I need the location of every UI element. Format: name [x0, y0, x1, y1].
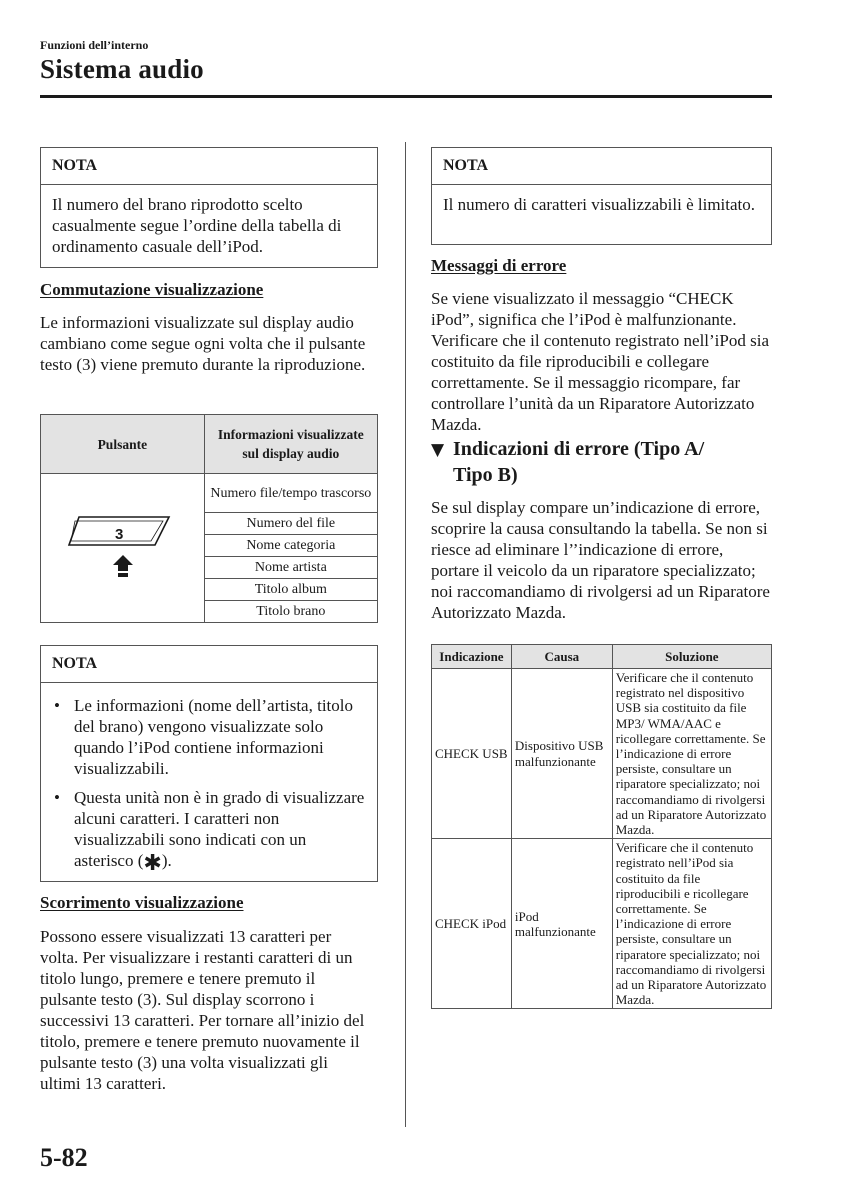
- error-table: [431, 644, 772, 1009]
- info-row-artist: Nome artista: [204, 557, 377, 579]
- column-divider: [405, 142, 406, 1127]
- note-bullet: • Le informazioni (nome dell’artista, titolo del brano) vengono visualizzate solo quando l’iPod contiene informazioni visualizzabili.: [52, 695, 366, 779]
- note-body: [41, 683, 377, 891]
- table-header-row: [432, 645, 772, 669]
- display-switch-text: Le informazioni visualizzate sul display audio cambiano come segue ogni volta che il pulsante testo (3) viene premuto durante la riproduzione.: [40, 313, 366, 374]
- col-header-info: Informazioni visualizzate sul display audio: [204, 415, 377, 474]
- table-row: [432, 839, 772, 1009]
- info-row-category: Nome categoria: [204, 535, 377, 557]
- error-indications-text: Se sul display compare un’indicazione di errore, scoprire la causa consultando la tabella. Se non si riesce ad eliminare l’’indicazione di errore, portare il veicolo da un riparatore specializzato; noi raccomandiamo di rivolgersi ad un Riparatore Autorizzato Mazda.: [431, 498, 770, 622]
- scroll-text: Possono essere visualizzati 13 caratteri per volta. Per visualizzare i restanti caratteri di un titolo lungo, premere e tenere premuto il pulsante testo (3). Sul display scorrono i successivi 13 caratteri. Per tornare all’inizio del titolo, premere e tenere premuto nuovamente il pulsante testo (3) una volta visualizzati gli ultimi 13 caratteri.: [40, 927, 365, 1093]
- note-box-random-order: [40, 147, 378, 268]
- note-bullet-text: ).: [161, 851, 172, 870]
- col-header-cause: Causa: [511, 645, 612, 669]
- error-messages-text: Se viene visualizzato il messaggio “CHECK iPod”, significa che l’iPod è malfunzionante. Verificare che il contenuto registrato nell’iPod sia costituito da file riproducibili e collegare correttamente. Se il messaggio ricompare, far controllare l’unità da un Riparatore Autorizzato Mazda.: [431, 289, 769, 434]
- note-bullet-text: Questa unità non è in grado di visualizzare alcuni caratteri. I caratteri non visualizzabili sono indicati con un asterisco (: [74, 788, 365, 870]
- info-row-file-number: Numero del file: [204, 513, 377, 535]
- note-heading: NOTA: [432, 148, 771, 185]
- info-row-album: Titolo album: [204, 579, 377, 601]
- button-illustration-cell: [41, 474, 205, 623]
- solution-cell: Verificare che il contenuto registrato nel dispositivo USB sia costituito da file MP3/ WMA/AAC e ricollegare correttamente. Se l’indicazione di errore persiste, consultare un riparatore specializzato; noi raccomandiamo di rivolgersi ad un Riparatore Autorizzato Mazda.: [612, 669, 771, 839]
- title-rule: [40, 95, 772, 98]
- col-header-indication: Indicazione: [432, 645, 512, 669]
- error-indications-heading: [431, 437, 772, 488]
- button-label: 3: [115, 526, 124, 543]
- text-button-3-icon: [67, 515, 177, 581]
- scroll-heading: Scorrimento visualizzazione: [40, 893, 244, 912]
- cause-cell: Dispositivo USB malfunzionante: [511, 669, 612, 839]
- note-box-char-limit: [431, 147, 772, 245]
- col-header-button: Pulsante: [41, 415, 205, 474]
- heading-line: Indicazioni di errore (Tipo A/: [453, 438, 705, 460]
- note-text: Il numero del brano riprodotto scelto casualmente segue l’ordine della tabella di ordinamento casuale dell’iPod.: [52, 195, 342, 256]
- col-header-solution: Soluzione: [612, 645, 771, 669]
- indication-cell: CHECK USB: [432, 669, 512, 839]
- note-heading: NOTA: [41, 646, 377, 683]
- triangle-down-icon: ▼: [431, 440, 445, 460]
- note-text: Il numero di caratteri visualizzabili è limitato.: [443, 195, 756, 214]
- error-messages-heading: Messaggi di errore: [431, 256, 567, 275]
- table-row: [432, 669, 772, 839]
- info-row-track: Titolo brano: [204, 601, 377, 623]
- note-box-display-info: [40, 645, 378, 882]
- button-display-table: [40, 414, 378, 623]
- note-bullet: [52, 787, 366, 874]
- page-title: Sistema audio: [40, 54, 204, 84]
- indication-cell: CHECK iPod: [432, 839, 512, 1009]
- page-number: 5-82: [40, 1143, 88, 1172]
- asterisk-icon: ✱: [143, 851, 162, 876]
- table-header-row: [41, 415, 378, 474]
- table-row: [41, 474, 378, 513]
- cause-cell: iPod malfunzionante: [511, 839, 612, 1009]
- section-label: Funzioni dell’interno: [40, 38, 149, 52]
- info-row-file-time: Numero file/tempo trascorso: [204, 474, 377, 513]
- display-switch-heading: Commutazione visualizzazione: [40, 280, 264, 299]
- note-heading: NOTA: [41, 148, 377, 185]
- solution-cell: Verificare che il contenuto registrato nell’iPod sia costituito da file riproducibili e ricollegare correttamente. Se l’indicazione di errore persiste, consultare un riparatore specializzato; noi raccomandiamo di rivolgersi ad un Riparatore Autorizzato Mazda.: [612, 839, 771, 1009]
- heading-line: Tipo B): [453, 464, 518, 486]
